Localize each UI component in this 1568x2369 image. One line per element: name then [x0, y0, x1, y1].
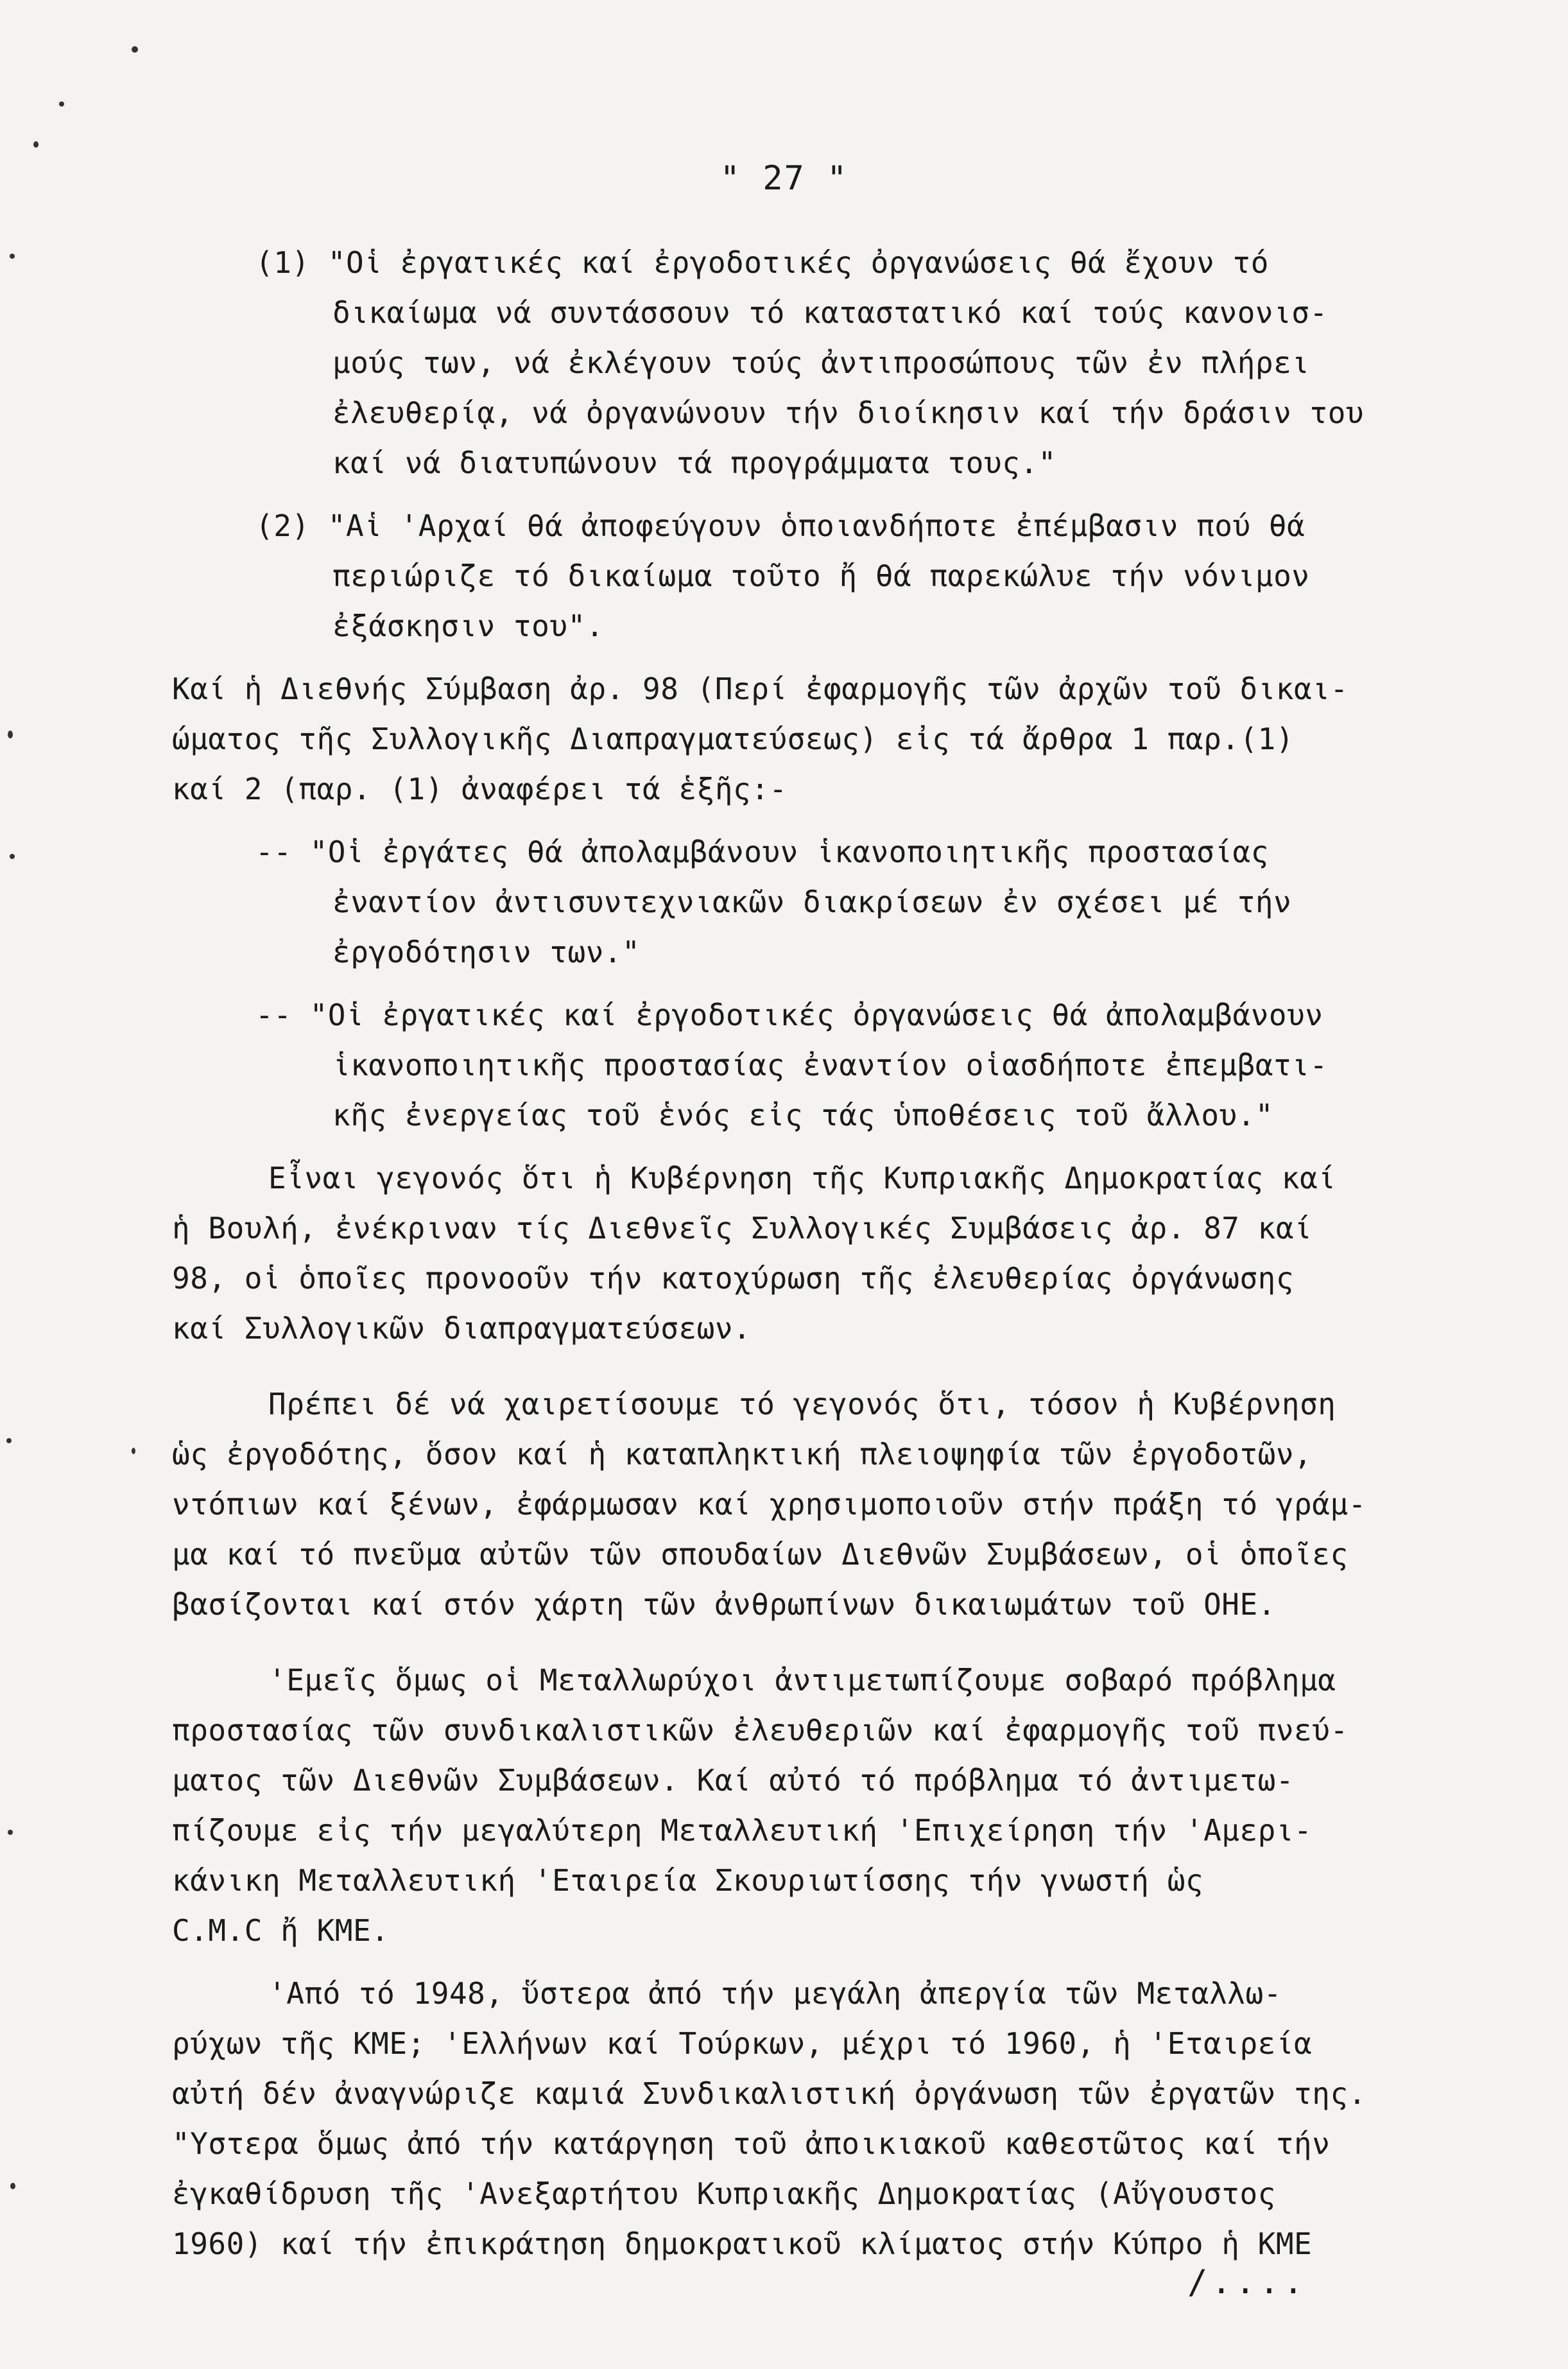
text-line: κάνικη Μεταλλευτική 'Εταιρεία Σκουριωτίσσης τήν γνωστή ὡς	[172, 1863, 1204, 1898]
text-line: ἐργοδότησιν των."	[332, 935, 641, 969]
text-line: πίζουμε εἰς τήν μεγαλύτερη Μεταλλευτική 'Επιχείρηση τήν 'Αμερι-	[172, 1813, 1313, 1848]
text-line: "Υστερα ὅμως ἀπό τήν κατάργηση τοῦ ἀποικιακοῦ καθεστῶτος καί τήν	[172, 2126, 1331, 2161]
text-line: 1960) καί τήν ἐπικράτηση δημοκρατικοῦ κλίματος στήν Κύπρο ἡ ΚΜΕ	[172, 2226, 1313, 2261]
text-line: Καί ἡ Διεθνής Σύμβαση ἀρ. 98 (Περί ἐφαρμογῆς τῶν ἀρχῶν τοῦ δικαι-	[172, 672, 1348, 706]
continuation-mark: /....	[1187, 2263, 1307, 2302]
scan-speck	[132, 46, 138, 53]
text-line: ντόπιων καί ξένων, ἐφάρμωσαν καί χρησιμοποιοῦν στήν πράξη τό γράμ-	[172, 1487, 1366, 1522]
text-line: 'Από τό 1948, ὕστερα ἀπό τήν μεγάλη ἀπεργία τῶν Μεταλλω-	[268, 1976, 1282, 2011]
text-line: αὐτή δέν ἀναγνώριζε καμιά Συνδικαλιστική ὀργάνωση τῶν ἐργατῶν της.	[172, 2076, 1366, 2111]
text-line: ὡς ἐργοδότης, ὅσον καί ἡ καταπληκτική πλειοψηφία τῶν ἐργοδοτῶν,	[172, 1437, 1313, 1471]
text-line: μούς των, νά ἐκλέγουν τούς ἀντιπροσώπους τῶν ἐν πλήρει	[332, 345, 1310, 380]
text-line: Εἶναι γεγονός ὅτι ἡ Κυβέρνηση τῆς Κυπριακῆς Δημοκρατίας καί	[268, 1161, 1336, 1195]
text-line: δικαίωμα νά συντάσσουν τό καταστατικό καί τούς κανονισ-	[332, 295, 1328, 330]
scan-speck	[10, 854, 15, 859]
text-line: ἐναντίον ἀντισυντεχνιακῶν διακρίσεων ἐν σχέσει μέ τήν	[332, 885, 1292, 919]
text-line: καί νά διατυπώνουν τά προγράμματα τους."	[332, 446, 1056, 480]
text-line: 'Εμεῖς ὅμως οἱ Μεταλλωρύχοι ἀντιμετωπίζουμε σοβαρό πρόβλημα	[268, 1663, 1336, 1697]
text-line: 98, οἱ ὁποῖες προνοοῦν τήν κατοχύρωση τῆς ἐλευθερίας ὀργάνωσης	[172, 1261, 1295, 1296]
text-line: C.M.C ἤ ΚΜΕ.	[172, 1913, 390, 1948]
scan-speck	[8, 731, 13, 738]
text-line: ρύχων τῆς ΚΜΕ; 'Ελλήνων καί Τούρκων, μέχρι τό 1960, ἡ 'Εταιρεία	[172, 2026, 1313, 2061]
text-line: (1) "Οἱ ἐργατικές καί ἐργοδοτικές ὀργανώσεις θά ἔχουν τό	[255, 245, 1269, 280]
scan-speck	[8, 1830, 13, 1835]
text-line: ματος τῶν Διεθνῶν Συμβάσεων. Καί αὐτό τό πρόβλημα τό ἀντιμετω-	[172, 1763, 1295, 1798]
page-number: " 27 "	[719, 159, 849, 198]
scan-speck	[6, 1438, 12, 1443]
scan-speck	[59, 101, 64, 107]
text-line: βασίζονται καί στόν χάρτη τῶν ἀνθρωπίνων δικαιωμάτων τοῦ ΟΗΕ.	[172, 1587, 1276, 1622]
scan-speck	[10, 254, 15, 259]
text-line: καί 2 (παρ. (1) ἀναφέρει τά ἑξῆς:-	[172, 772, 788, 806]
text-line: περιώριζε τό δικαίωμα τοῦτο ἤ θά παρεκώλυε τήν νόνιμον	[332, 559, 1310, 593]
text-line: μα καί τό πνεῦμα αὐτῶν τῶν σπουδαίων Διεθνῶν Συμβάσεων, οἱ ὁποῖες	[172, 1537, 1348, 1572]
text-line: ἐξάσκησιν του".	[332, 609, 604, 643]
text-line: -- "Οἱ ἐργατικές καί ἐργοδοτικές ὀργανώσεις θά ἀπολαμβάνουν	[255, 998, 1323, 1032]
text-line: ἐλευθερίᾳ, νά ὀργανώνουν τήν διοίκησιν καί τήν δράσιν του	[332, 395, 1365, 430]
text-line: προστασίας τῶν συνδικαλιστικῶν ἐλευθεριῶν καί ἐφαρμογῆς τοῦ πνεύ-	[172, 1713, 1348, 1748]
text-line: ἱκανοποιητικῆς προστασίας ἐναντίον οἱασδήποτε ἐπεμβατι-	[332, 1048, 1328, 1082]
text-line: ἡ Βουλή, ἐνέκριναν τίς Διεθνεῖς Συλλογικές Συμβάσεις ἀρ. 87 καί	[172, 1211, 1313, 1245]
document-body	[172, 238, 1449, 2269]
text-line: Πρέπει δέ νά χαιρετίσουμε τό γεγονός ὅτι, τόσον ἡ Κυβέρνηση	[268, 1387, 1336, 1421]
scan-speck	[10, 2183, 15, 2189]
scan-speck	[132, 1448, 135, 1454]
text-line: -- "Οἱ ἐργάτες θά ἀπολαμβάνουν ἱκανοποιητικῆς προστασίας	[255, 835, 1269, 869]
text-line: κῆς ἐνεργείας τοῦ ἑνός εἰς τάς ὑποθέσεις τοῦ ἄλλου."	[332, 1098, 1274, 1132]
text-line: (2) "Αἱ 'Αρχαί θά ἀποφεύγουν ὁποιανδήποτε ἐπέμβασιν πού θά	[255, 508, 1305, 543]
text-line: ἐγκαθίδρυση τῆς 'Ανεξαρτήτου Κυπριακῆς Δημοκρατίας (Αὔγουστος	[172, 2176, 1276, 2211]
text-line: ώματος τῆς Συλλογικῆς Διαπραγματεύσεως) εἰς τά ἄρθρα 1 παρ.(1)	[172, 722, 1295, 756]
scan-speck	[33, 141, 39, 148]
text-line: καί Συλλογικῶν διαπραγματεύσεων.	[172, 1311, 752, 1346]
